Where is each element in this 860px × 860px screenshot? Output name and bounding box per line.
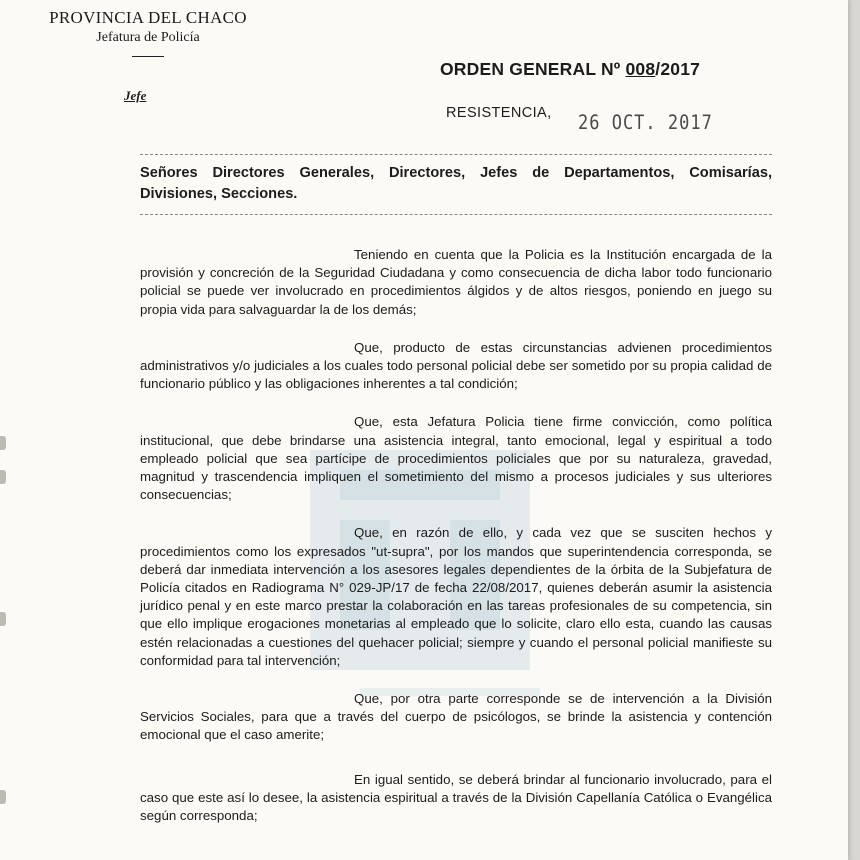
divider-bottom [140,214,772,215]
scan-edge-mark [0,470,6,484]
body-paragraph: En igual sentido, se deberá brindar al funcionario involucrado, para el caso que este así lo desee, la asistencia espiritual a través de la División Capellanía Católica o Evangélica según corresponda; [140,771,772,824]
body-paragraph: Que, en razón de ello, y cada vez que se susciten hechos y procedimientos como los expresados "ut-supra", por los mandos que superintendencia corresponda, se deberá dar inmediata intervención a los asesores legales dependientes de la órbita de la Subjefatura de Policía citados en Radiograma N° 029-JP/17 de fecha 22/08/2017, quienes deberán asumir la asistencia jurídico penal y en este marco prestar la colaboración en las tareas profesionales de su competencia, sin que ello implique erogaciones monetarias al empleado que lo solicite, claro ello esta, cuando las causas estén relacionadas a cuestiones del quehacer policial; siempre y cuando el personal policial manifieste su conformidad para tal intervención; [140,525,772,668]
date-stamp: 26 OCT. 2017 [578,111,713,135]
order-title [440,59,700,80]
letterhead [48,8,248,57]
order-year: /2017 [655,59,701,79]
signature-title: Jefe [124,88,147,103]
scan-edge-mark [0,436,6,450]
body-paragraph: Que, por otra parte corresponde se de intervención a la División Servicios Sociales, para que a través del cuerpo de psicólogos, se brinde la asistencia y contención emocional que el caso amerite; [140,691,772,743]
addressee: Señores Directores Generales, Directores, Jefes de Departamentos, Comisarías, Divisiones, Secciones. [140,165,772,202]
order-prefix: ORDEN GENERAL Nº [440,59,626,79]
document-body [140,246,772,845]
body-paragraph: Que, esta Jefatura Policia tiene firme convicción, como política institucional, que debe brindarse una asistencia integral, tanto emocional, legal y espiritual a todo empleado policial que sea partícipe de procedimientos policiales que por su naturaleza, gravedad, magnitud y trascendencia impliquen el sometimiento del mismo a procesos judiciales y sus ulteriores consecuencias; [140,414,772,503]
order-number: 008 [625,59,656,79]
body-paragraph: Que, producto de estas circunstancias advienen procedimientos administrativos y/o judiciales a los cuales todo personal policial debe ser sometido por su propia calidad de funcionario público y las obligaciones inherentes a tal condición; [140,339,772,392]
department-name: Jefatura de Policía [96,30,200,45]
scan-edge-mark [0,790,6,804]
province-name: PROVINCIA DEL CHACO [49,8,247,27]
letterhead-divider [132,56,164,57]
divider-top [140,154,772,155]
body-paragraph: Teniendo en cuenta que la Policia es la Institución encargada de la provisión y concreción de la Seguridad Ciudadana y como consecuencia de dicha labor todo funcionario policial se puede ver involucrado en procedimientos álgidos y de altos riesgos, poniendo en juego su propia vida para salvaguardar la de los demás; [140,247,772,317]
scan-edge-mark [0,612,6,626]
order-place: RESISTENCIA, [446,105,552,121]
